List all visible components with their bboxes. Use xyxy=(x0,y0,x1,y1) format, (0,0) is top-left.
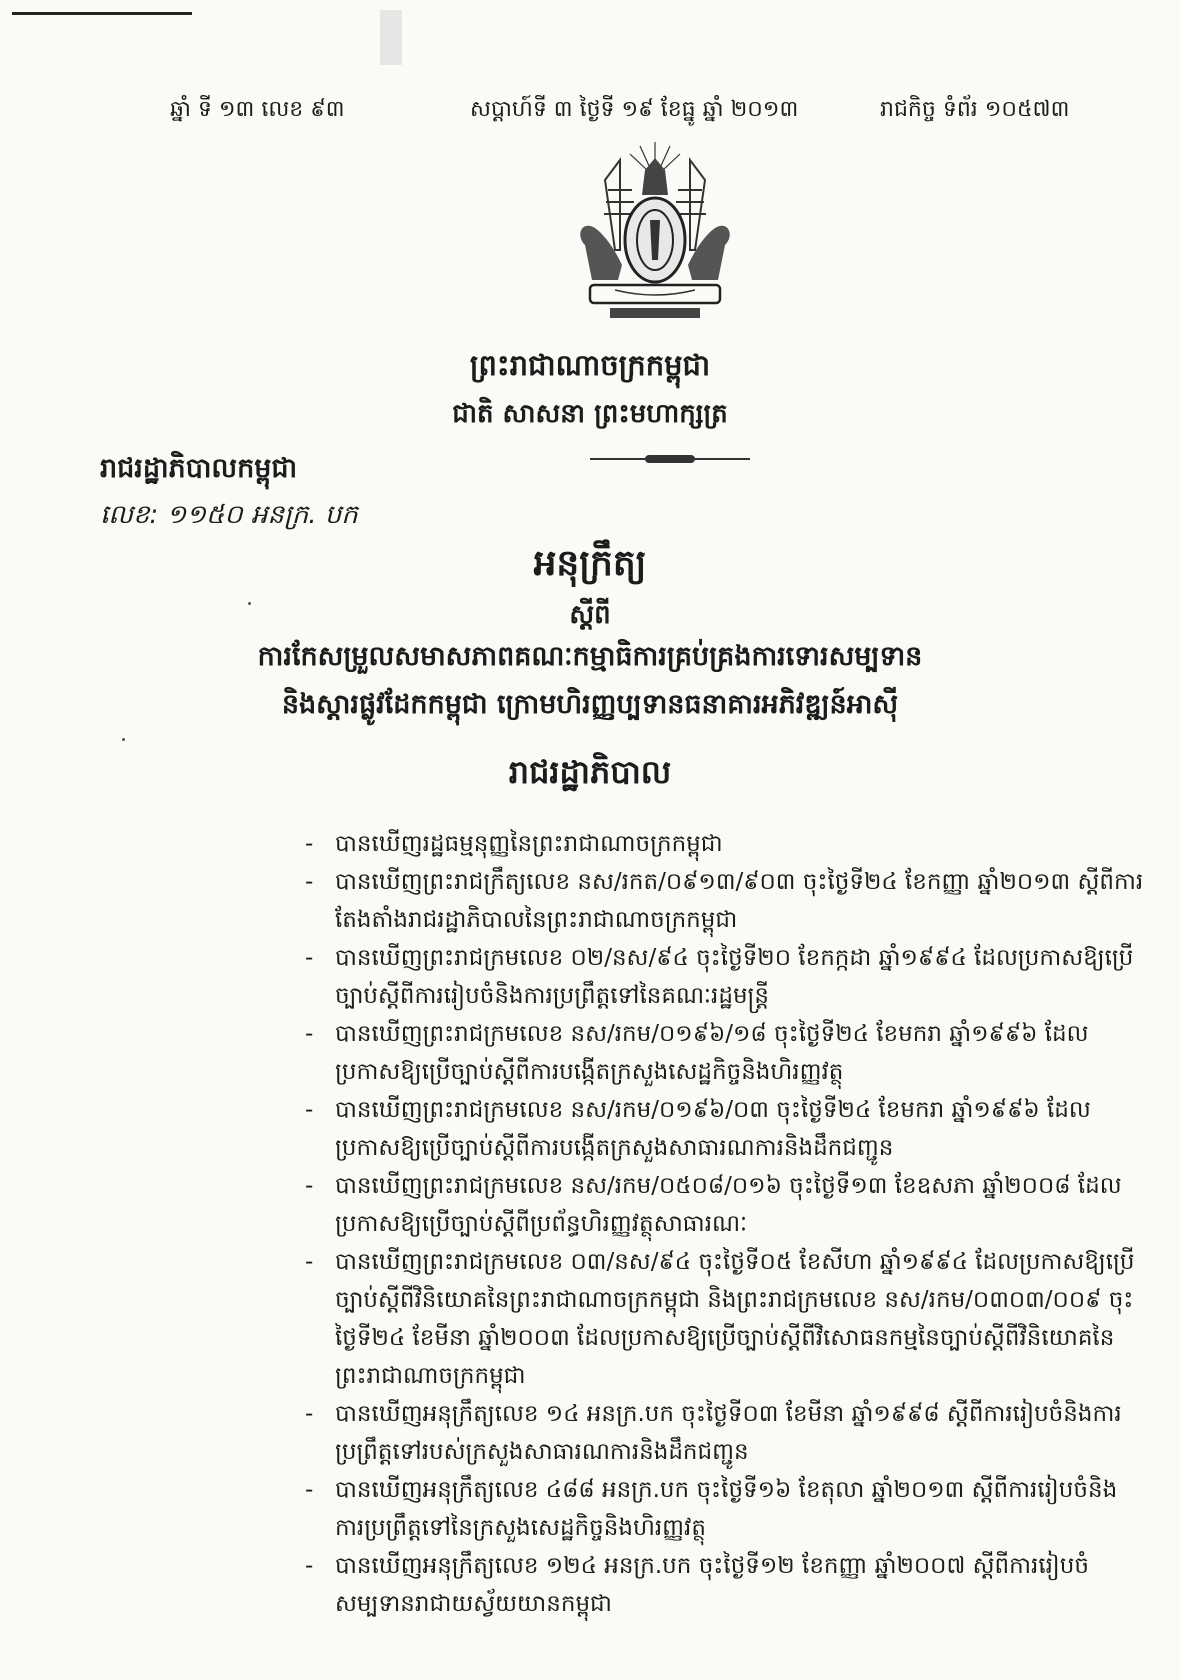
recital-item xyxy=(305,1015,1145,1091)
recital-bullet: - xyxy=(305,1097,314,1123)
recital-bullet: - xyxy=(305,1553,314,1579)
recital-bullet: - xyxy=(305,869,314,895)
recital-text: បានឃើញអនុក្រឹត្យលេខ ៤៨៨ អនក្រ.បក ចុះថ្ងៃទី១៦ ខែតុលា ឆ្នាំ២០១៣ ស្តីពីការរៀបចំនិងការប្រព្រឹត្តទៅនៃក្រសួងសេដ្ឋកិច្ចនិងហិរញ្ញវត្ថុ xyxy=(335,1477,1118,1541)
recital-bullet: - xyxy=(305,831,314,857)
recital-text: បានឃើញអនុក្រឹត្យលេខ ១២៤ អនក្រ.បក ចុះថ្ងៃទី១២ ខែកញ្ញា ឆ្នាំ២០០៧ ស្តីពីការរៀបចំសម្បទានរាជាយស្វ័យយានកម្ពុជា xyxy=(335,1553,1089,1617)
recital-item xyxy=(305,1395,1145,1471)
scan-speck xyxy=(248,602,251,605)
scan-artifact-line xyxy=(12,12,192,15)
recital-text: បានឃើញព្រះរាជក្រមលេខ នស/រកម/០៥០៨/០១៦ ចុះថ្ងៃទី១៣ ខែឧសភា ឆ្នាំ២០០៨ ដែលប្រកាសឱ្យប្រើច្បាប់ស្តីពីប្រព័ន្ធហិរញ្ញវត្ថុសាធារណៈ xyxy=(335,1173,1122,1237)
subject-line-2: និងស្តារផ្លូវដែកកម្ពុជា ក្រោមហិរញ្ញប្បទានធនាគារអភិវឌ្ឍន៍អាស៊ី xyxy=(281,689,899,720)
royal-coat-of-arms-icon xyxy=(560,140,750,330)
ornamental-divider xyxy=(590,458,750,460)
recital-bullet: - xyxy=(305,1477,314,1503)
subject-label: ស្តីពី xyxy=(569,600,611,630)
recital-item xyxy=(305,1471,1145,1547)
recital-bullet: - xyxy=(305,1173,314,1199)
recital-item xyxy=(305,939,1145,1015)
header-date: សប្តាហ៍ទី ៣ ថ្ងៃទី ១៩ ខែធ្នូ ឆ្នាំ ២០១៣ xyxy=(470,97,799,122)
reference-number: លេខ: ១១៥០ អនក្រ. បក xyxy=(100,500,358,530)
recital-text: បានឃើញព្រះរាជក្រឹត្យលេខ នស/រកត/០៩១៣/៩០៣ ចុះថ្ងៃទី២៤ ខែកញ្ញា ឆ្នាំ២០១៣ ស្តីពីការតែងតាំងរាជរដ្ឋាភិបាលនៃព្រះរាជាណាចក្រកម្ពុជា xyxy=(335,869,1144,933)
header-issue-number: ឆ្នាំ ទី ១៣ លេខ ៩៣ xyxy=(170,97,345,122)
recital-item xyxy=(305,1243,1145,1395)
subject-line-1: ការកែសម្រួលសមាសភាពគណៈកម្មាធិការគ្រប់គ្រងការទោរសម្បទាន xyxy=(257,641,923,672)
recital-item xyxy=(305,1547,1145,1623)
document-type: អនុក្រឹត្យ xyxy=(533,543,647,584)
recital-text: បានឃើញព្រះរាជក្រមលេខ នស/រកម/០១៩៦/១៨ ចុះថ្ងៃទី២៤ ខែមករា ឆ្នាំ១៩៩៦ ដែលប្រកាសឱ្យប្រើច្បាប់ស្តីពីការបង្កើតក្រសួងសេដ្ឋកិច្ចនិងហិរញ្ញវត្ថុ xyxy=(335,1021,1089,1085)
recital-bullet: - xyxy=(305,1021,314,1047)
recital-text: បានឃើញរដ្ឋធម្មនុញ្ញនៃព្រះរាជាណាចក្រកម្ពុជា xyxy=(335,831,723,857)
recital-item xyxy=(305,863,1145,939)
recital-item xyxy=(305,825,1145,863)
recital-text: បានឃើញអនុក្រឹត្យលេខ ១៤ អនក្រ.បក ចុះថ្ងៃទី០៣ ខែមីនា ឆ្នាំ១៩៩៨ ស្តីពីការរៀបចំនិងការប្រព្រឹត្តទៅរបស់ក្រសួងសាធារណការនិងដឹកជញ្ជូន xyxy=(335,1401,1122,1465)
recital-text: បានឃើញព្រះរាជក្រមលេខ ០២/នស/៩៤ ចុះថ្ងៃទី២០ ខែកក្កដា ឆ្នាំ១៩៩៤ ដែលប្រកាសឱ្យប្រើច្បាប់ស្តីពីការរៀបចំនិងការប្រព្រឹត្តទៅនៃគណៈរដ្ឋមន្ត្រី xyxy=(335,945,1134,1009)
recital-item xyxy=(305,1167,1145,1243)
recital-bullet: - xyxy=(305,1401,314,1427)
issuer-heading: រាជរដ្ឋាភិបាល xyxy=(508,753,672,791)
header-page-number: រាជកិច្ច ទំព័រ ១០៥៧៣ xyxy=(880,97,1070,122)
issuing-government: រាជរដ្ឋាភិបាលកម្ពុជា xyxy=(100,453,298,484)
recitals-list xyxy=(305,825,1145,1623)
kingdom-title: ព្រះរាជាណាចក្រកម្ពុជា xyxy=(469,348,711,382)
recital-text: បានឃើញព្រះរាជក្រមលេខ នស/រកម/០១៩៦/០៣ ចុះថ្ងៃទី២៤ ខែមករា ឆ្នាំ១៩៩៦ ដែលប្រកាសឱ្យប្រើច្បាប់ស្តីពីការបង្កើតក្រសួងសាធារណការនិងដឹកជញ្ជូន xyxy=(335,1097,1091,1161)
scan-smudge xyxy=(380,10,402,65)
recital-item xyxy=(305,1091,1145,1167)
recital-bullet: - xyxy=(305,1249,314,1275)
scan-speck xyxy=(122,738,125,741)
recital-bullet: - xyxy=(305,945,314,971)
national-motto: ជាតិ សាសនា ព្រះមហាក្សត្រ xyxy=(452,399,728,429)
recital-text: បានឃើញព្រះរាជក្រមលេខ ០៣/នស/៩៤ ចុះថ្ងៃទី០៥ ខែសីហា ឆ្នាំ១៩៩៤ ដែលប្រកាសឱ្យប្រើច្បាប់ស្តីពីវិនិយោគនៃព្រះរាជាណាចក្រកម្ពុជា និងព្រះរាជក្រមលេខ នស/រកម/០៣០៣/០០៩ ចុះថ្ងៃទី២៤ ខែមីនា ឆ្នាំ២០០៣ ដែលប្រកាសឱ្យប្រើច្បាប់ស្តីពីវិសោធនកម្មនៃច្បាប់ស្តីពីវិនិយោគនៃព្រះរាជាណាចក្រកម្ពុជា xyxy=(335,1249,1135,1389)
